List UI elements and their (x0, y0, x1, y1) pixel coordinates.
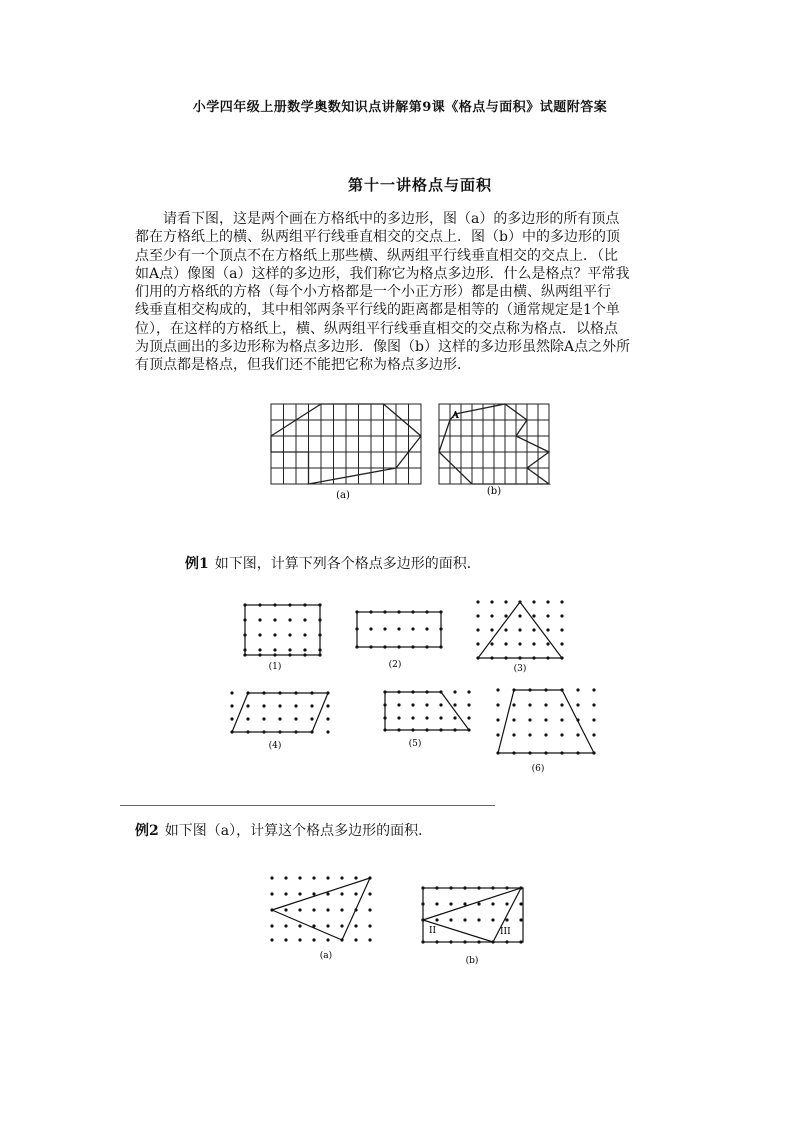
dot-grid-fig6 (496, 688, 595, 754)
intro-line: 请看下图，这是两个画在方格纸中的多边形，图（a）的多边形的所有顶点 (163, 211, 620, 227)
example1-text: 如下图，计算下列各个格点多边形的面积． (214, 556, 481, 572)
intro-line: 们用的方格纸的方格（每个小方格都是一个小正方形）都是由横、纵两组平行 (135, 284, 611, 301)
dot-row (243, 603, 321, 651)
example1-figures (220, 595, 620, 780)
caption-b: (b) (486, 486, 502, 497)
caption-3: (3) (513, 664, 527, 674)
caption-4: (4) (268, 741, 282, 751)
intro-figures (265, 398, 565, 503)
section-divider (120, 805, 495, 806)
dot-grid-fig2 (355, 610, 442, 648)
grid-figure-a (271, 404, 421, 484)
example1-heading (185, 553, 481, 573)
caption-6: (6) (531, 764, 545, 774)
region-label-ii: II (429, 926, 437, 936)
dot-grid-fig-a (270, 876, 371, 941)
shape-rectangle-1 (245, 605, 320, 655)
example2-text: 如下图（a），计算这个格点多边形的面积． (164, 823, 433, 839)
dot-grid-fig1 (243, 603, 321, 656)
shape-trapezoid-5 (385, 692, 469, 730)
caption-1: (1) (268, 662, 282, 672)
caption-b-ex2: (b) (465, 956, 479, 966)
example2-figures (260, 870, 540, 970)
dot-grid-fig3 (476, 600, 563, 659)
shape-parallelogram-4 (232, 693, 328, 732)
caption-a: (a) (336, 490, 350, 501)
caption-5: (5) (408, 739, 422, 749)
intro-paragraph (135, 210, 670, 375)
example1-label: 例1 (185, 556, 209, 572)
dot-grid-fig5 (383, 690, 470, 731)
intro-line: 如A点）像图（a）这样的多边形，我们称它为格点多边形．什么是格点？平常我 (135, 265, 630, 282)
caption-a-ex2: (a) (319, 951, 333, 961)
intro-line: 都在方格纸上的横、纵两组平行线垂直相交的交点上．图（b）中的多边形的顶 (135, 229, 620, 246)
example2-heading (135, 820, 432, 840)
intro-line: 为顶点画出的多边形称为格点多边形．像图（b）这样的多边形虽然除A点之外所 (135, 339, 631, 356)
document-title: 小学四年级上册数学奥数知识点讲解第9课《格点与面积》试题附答案 (192, 100, 608, 115)
caption-2: (2) (388, 660, 402, 670)
point-a-label: A (452, 411, 459, 421)
lesson-title: 第十一讲格点与面积 (347, 176, 492, 194)
region-label-iii: III (500, 927, 511, 937)
intro-line: 线垂直相交构成的，其中相邻两条平行线的距离都是相等的（通常规定是1个单 (135, 302, 620, 319)
intro-line: 有顶点都是格点，但我们还不能把它称为格点多边形． (135, 357, 471, 374)
example2-label: 例2 (135, 823, 159, 839)
intro-line: 位），在这样的方格纸上，横、纵两组平行线垂直相交的交点称为格点．以格点 (135, 320, 618, 337)
intro-line: 点至少有一个顶点不在方格纸上那些横、纵两组平行线垂直相交的交点上．（比 (135, 247, 618, 264)
dot-grid-fig4 (230, 691, 329, 733)
